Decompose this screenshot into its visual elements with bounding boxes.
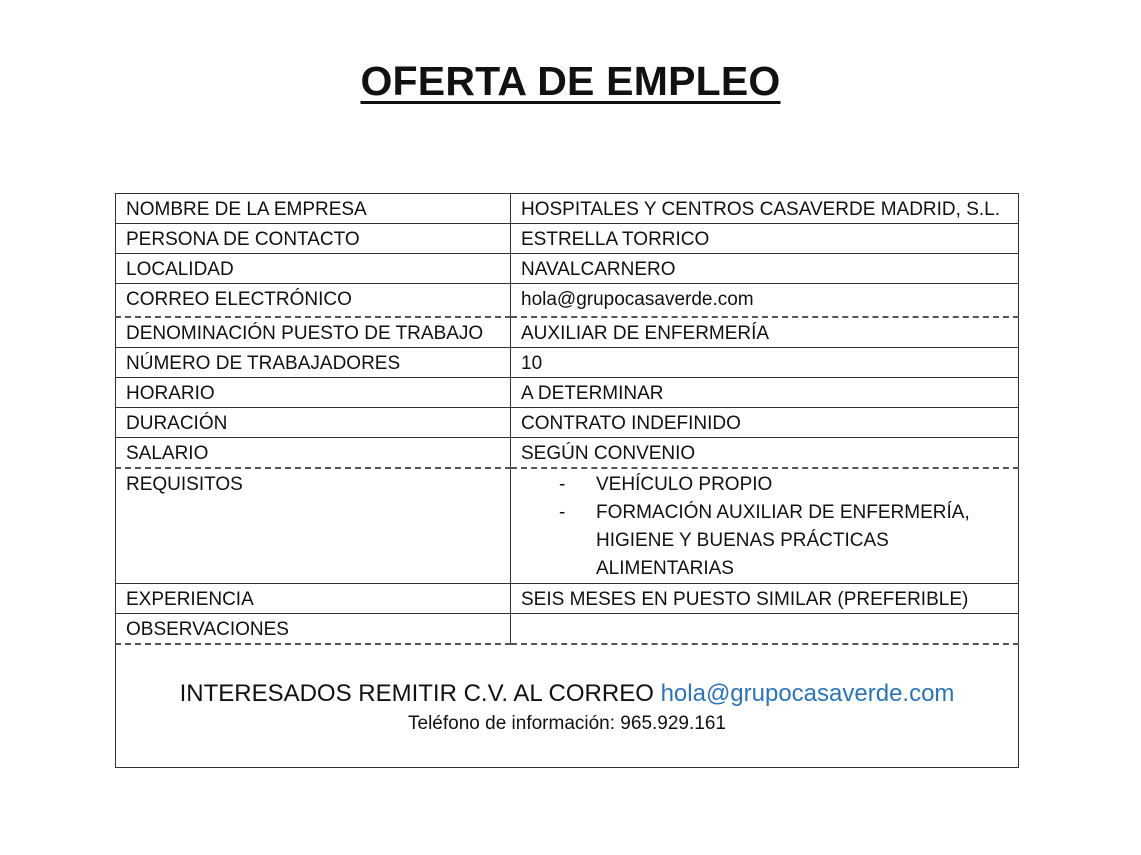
table-row-salary — [116, 438, 1019, 469]
table-row-workers — [116, 348, 1019, 378]
value-duration: CONTRATO INDEFINIDO — [511, 408, 1019, 438]
table-row-experience — [116, 584, 1019, 614]
label-duration: DURACIÓN — [116, 408, 511, 438]
label-email: CORREO ELECTRÓNICO — [116, 284, 511, 318]
table-row-footer — [116, 644, 1019, 768]
label-observations: OBSERVACIONES — [116, 614, 511, 645]
value-email: hola@grupocasaverde.com — [511, 284, 1019, 318]
table-row-company — [116, 194, 1019, 224]
requirement-text: FORMACIÓN AUXILIAR DE ENFERMERÍA, HIGIENE Y BUENAS PRÁCTICAS ALIMENTARIAS — [596, 502, 970, 579]
label-salary: SALARIO — [116, 438, 511, 469]
value-requirements — [511, 468, 1019, 584]
table-row-requirements — [116, 468, 1019, 584]
table-row-observations — [116, 614, 1019, 645]
info-phone: Teléfono de información: 965.929.161 — [408, 713, 726, 734]
value-contact: ESTRELLA TORRICO — [511, 224, 1019, 254]
bullet-dash: - — [559, 502, 566, 523]
value-workers: 10 — [511, 348, 1019, 378]
value-schedule: A DETERMINAR — [511, 378, 1019, 408]
requirement-text: VEHÍCULO PROPIO — [596, 474, 773, 495]
label-experience: EXPERIENCIA — [116, 584, 511, 614]
label-schedule: HORARIO — [116, 378, 511, 408]
table-row-schedule — [116, 378, 1019, 408]
label-position: DENOMINACIÓN PUESTO DE TRABAJO — [116, 317, 511, 348]
page-title: OFERTA DE EMPLEO — [360, 58, 781, 104]
apply-text: INTERESADOS REMITIR C.V. AL CORREO — [179, 680, 654, 707]
table-row-locality — [116, 254, 1019, 284]
requirements-list — [521, 471, 1008, 583]
label-contact: PERSONA DE CONTACTO — [116, 224, 511, 254]
table-row-email — [116, 284, 1019, 318]
bullet-dash: - — [559, 474, 566, 495]
footer-cell — [116, 644, 1019, 768]
value-observations — [511, 614, 1019, 645]
table-row-position — [116, 317, 1019, 348]
value-locality: NAVALCARNERO — [511, 254, 1019, 284]
apply-instructions — [126, 679, 1008, 709]
value-experience: SEIS MESES EN PUESTO SIMILAR (PREFERIBLE) — [511, 584, 1019, 614]
label-requirements: REQUISITOS — [116, 468, 511, 584]
label-locality: LOCALIDAD — [116, 254, 511, 284]
table-row-duration — [116, 408, 1019, 438]
table-row-contact — [116, 224, 1019, 254]
label-company: NOMBRE DE LA EMPRESA — [116, 194, 511, 224]
list-item — [559, 471, 1008, 499]
value-position: AUXILIAR DE ENFERMERÍA — [511, 317, 1019, 348]
value-salary: SEGÚN CONVENIO — [511, 438, 1019, 469]
apply-email-link[interactable]: hola@grupocasaverde.com — [660, 680, 955, 707]
job-offer-table — [115, 193, 1019, 768]
value-company: HOSPITALES Y CENTROS CASAVERDE MADRID, S.L. — [511, 194, 1019, 224]
list-item — [559, 499, 1008, 583]
label-workers: NÚMERO DE TRABAJADORES — [116, 348, 511, 378]
